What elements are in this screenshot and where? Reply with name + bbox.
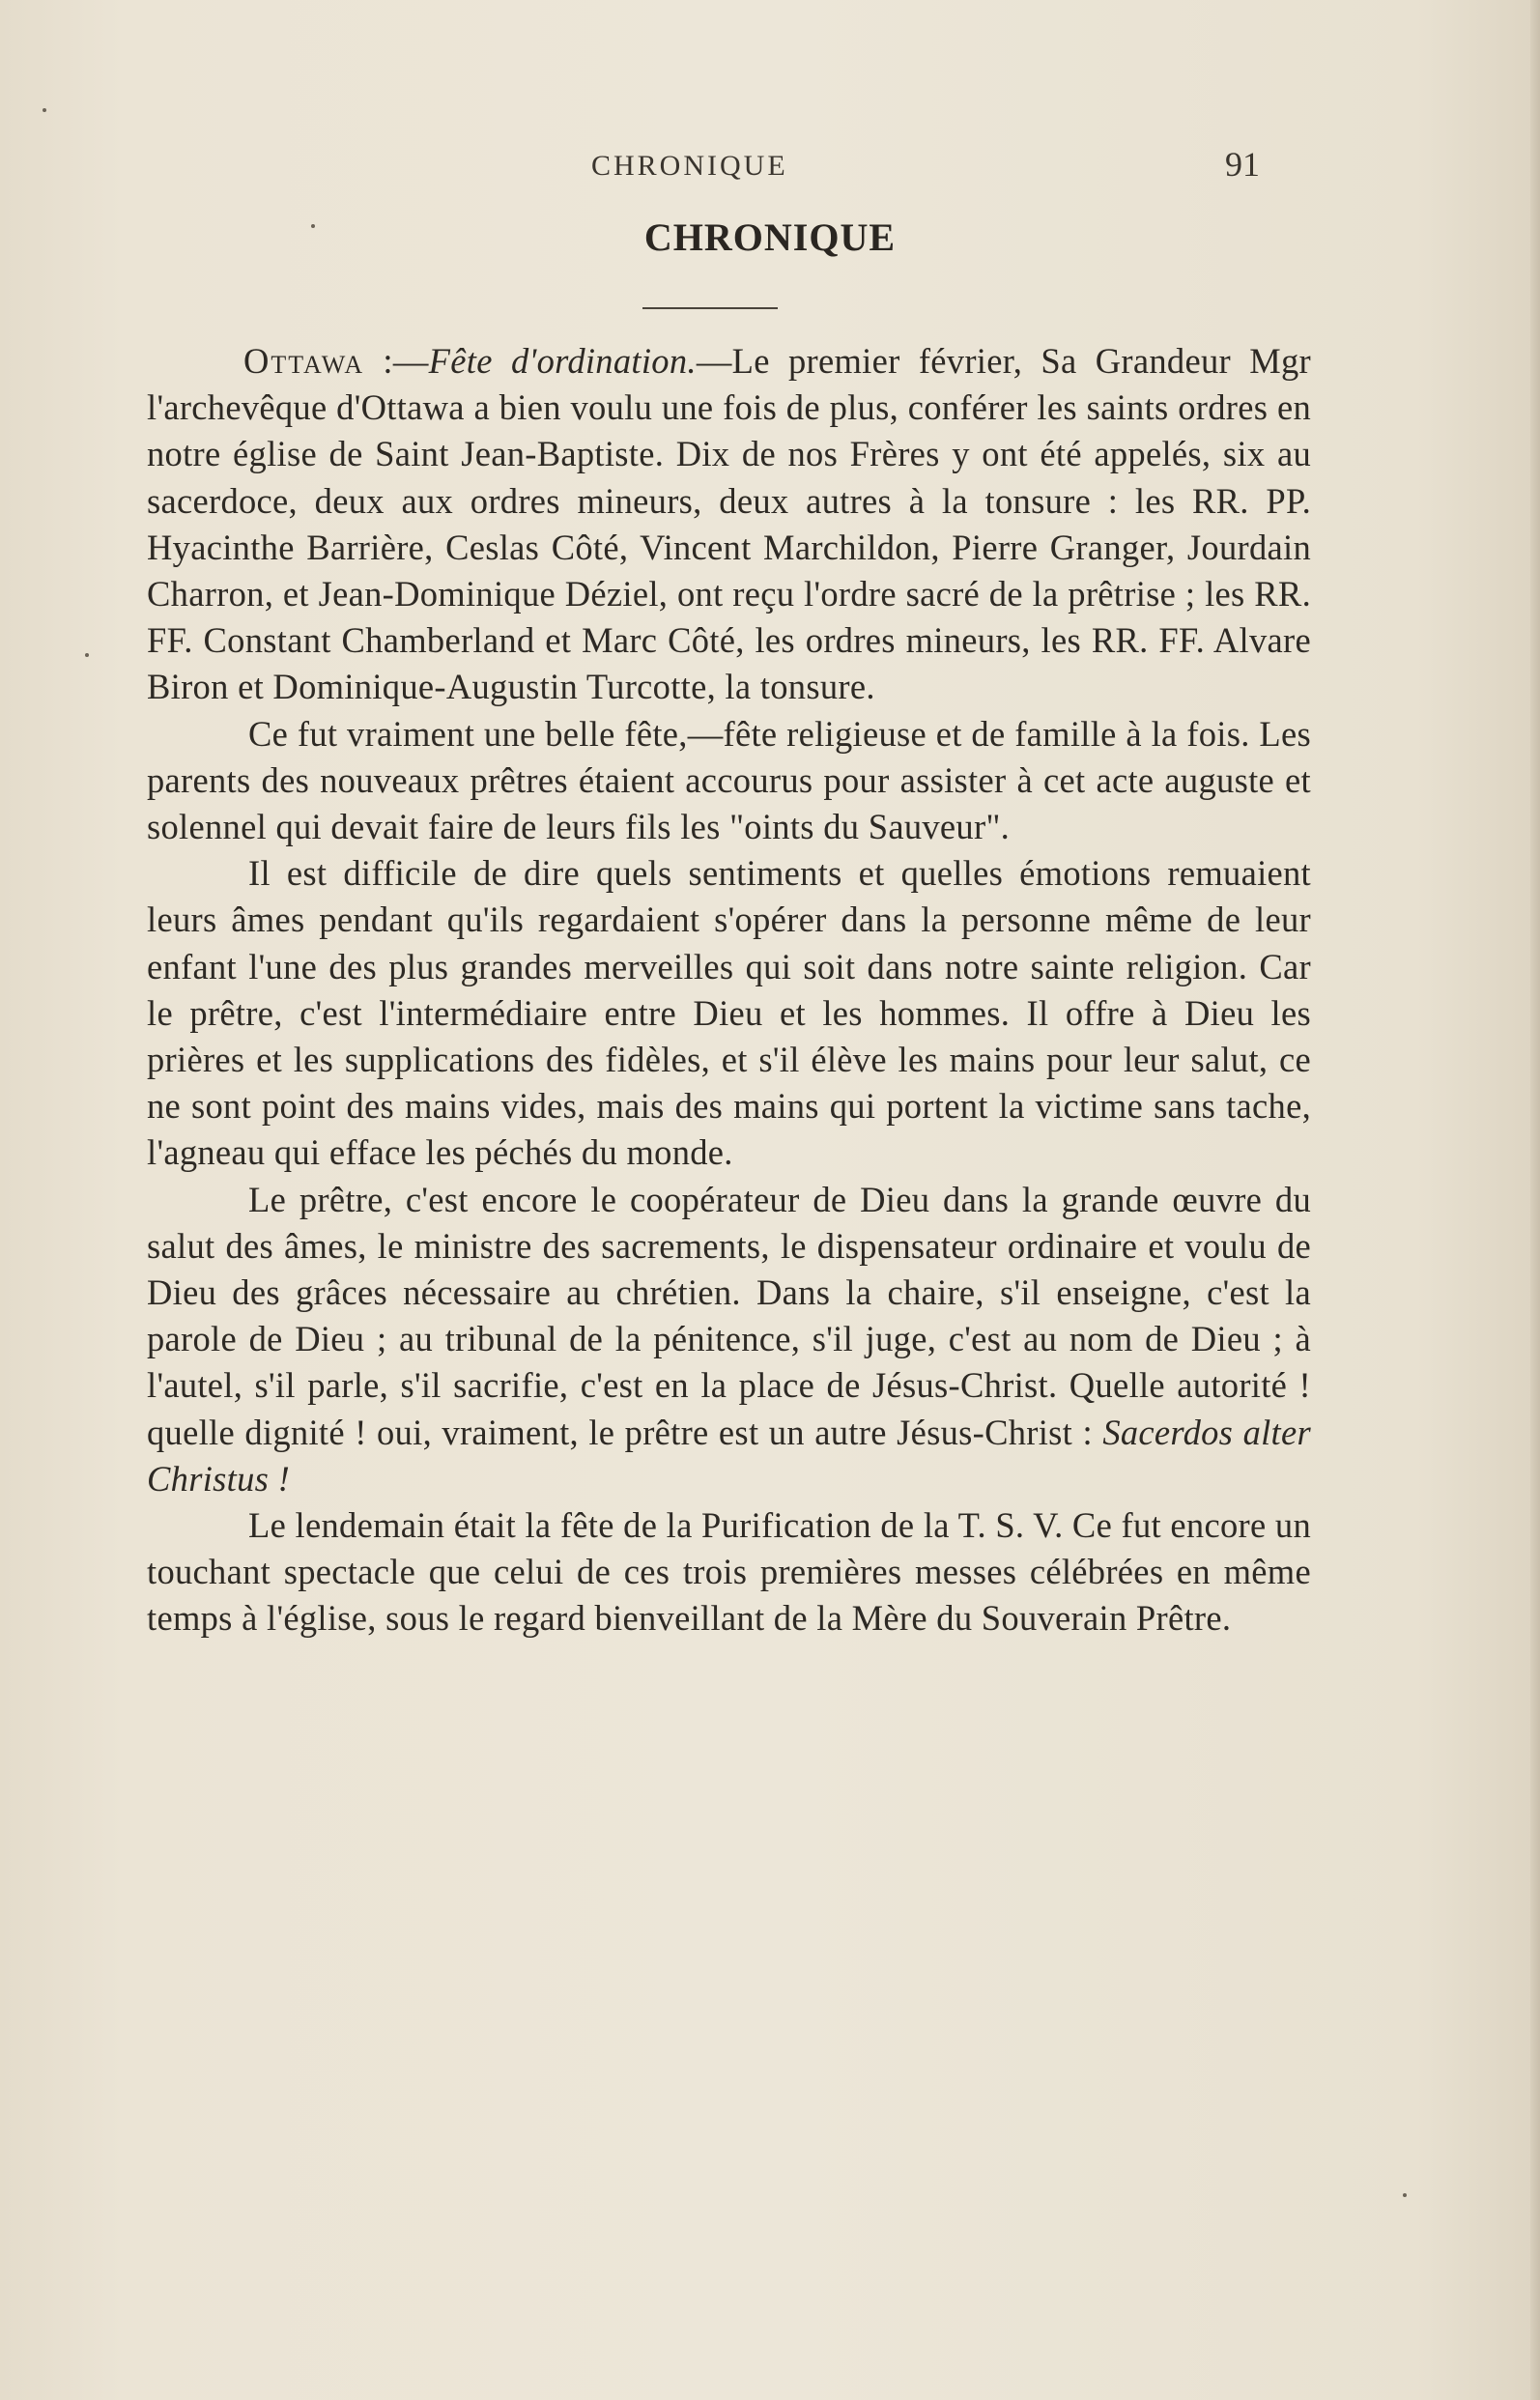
paper-speck <box>311 224 315 228</box>
paragraph-text: Le prêtre, c'est encore le coopérateur de Dieu dans la grande œuvre du salut des âmes, le ministre des sacrements, le dispensateur ordinaire et voulu de Dieu des grâces nécessaire au chrétien. Dans la chaire, s'il enseigne, c'est la parole de Dieu ; au tribunal de la pénitence, s'il juge, c'est au nom de Dieu ; à l'autel, s'il parle, s'il sacrifie, c'est en la place de Jésus-Christ. Quelle autorité ! quelle dignité ! oui, vraiment, le prêtre est un autre Jésus-Christ : <box>147 1179 1311 1452</box>
chapter-title: CHRONIQUE <box>643 215 897 259</box>
running-title: CHRONIQUE <box>591 150 788 182</box>
paper-speck <box>85 653 89 657</box>
paragraph-fete <box>147 711 1311 851</box>
place-separator: :— <box>364 341 429 381</box>
article-body <box>147 338 1311 1643</box>
paragraph-text: Il est difficile de dire quels sentiments et quelles émotions remuaient leurs âmes pendant qu'ils regardaient s'opérer dans la personne même de leur enfant l'une des plus grandes merveilles qui soit dans notre sainte religion. Car le prêtre, c'est l'intermédiaire entre Dieu et les hommes. Il offre à Dieu les prières et les supplications des fidèles, et s'il élève les mains pour leur salut, ce ne sont point des mains vides, mais des mains qui portent la victime sans tache, l'agneau qui efface les péchés du monde. <box>147 853 1311 1173</box>
page-number: 91 <box>1225 145 1260 184</box>
paragraph-lendemain <box>147 1502 1311 1643</box>
paper-speck <box>1403 2193 1407 2197</box>
paragraph-text: Le lendemain était la fête de la Purification de la T. S. V. Ce fut encore un touchant spectacle que celui de ces trois premières messes célébrées en même temps à l'église, sous le regard bienveillant de la Mère du Souverain Prêtre. <box>147 1505 1311 1639</box>
section-heading: Fête d'ordination. <box>428 341 697 381</box>
paper-speck <box>43 108 46 112</box>
title-rule <box>642 307 778 309</box>
paragraph-text: —Le premier février, Sa Grandeur Mgr l'archevêque d'Ottawa a bien voulu une fois de plus, conférer les saints ordres en notre église de Saint Jean-Baptiste. Dix de nos Frères y ont été appelés, six au sacerdoce, deux aux ordres mineurs, deux autres à la tonsure : les RR. PP. Hyacinthe Barrière, Ceslas Côté, Vincent Marchildon, Pierre Granger, Jourdain Charron, et Jean-Dominique Déziel, ont reçu l'ordre sacré de la prêtrise ; les RR. FF. Constant Chamberland et Marc Côté, les ordres mineurs, les RR. FF. Alvare Biron et Dominique-Augustin Turcotte, la tonsure. <box>147 341 1311 707</box>
paragraph-ordination <box>147 338 1311 711</box>
running-header <box>0 145 1540 188</box>
paragraph-emotions <box>147 850 1311 1176</box>
place-name: Ottawa <box>243 341 365 381</box>
page-edge <box>1530 0 1540 2400</box>
paragraph-cooperateur <box>147 1177 1311 1502</box>
paragraph-text: Ce fut vraiment une belle fête,—fête religieuse et de famille à la fois. Les parents des nouveaux prêtres étaient accourus pour assister à cet acte auguste et solennel qui devait faire de leurs fils les "oints du Sauveur". <box>147 713 1311 847</box>
latin-quote: Sacerdos alter Christus ! <box>147 1412 1312 1499</box>
